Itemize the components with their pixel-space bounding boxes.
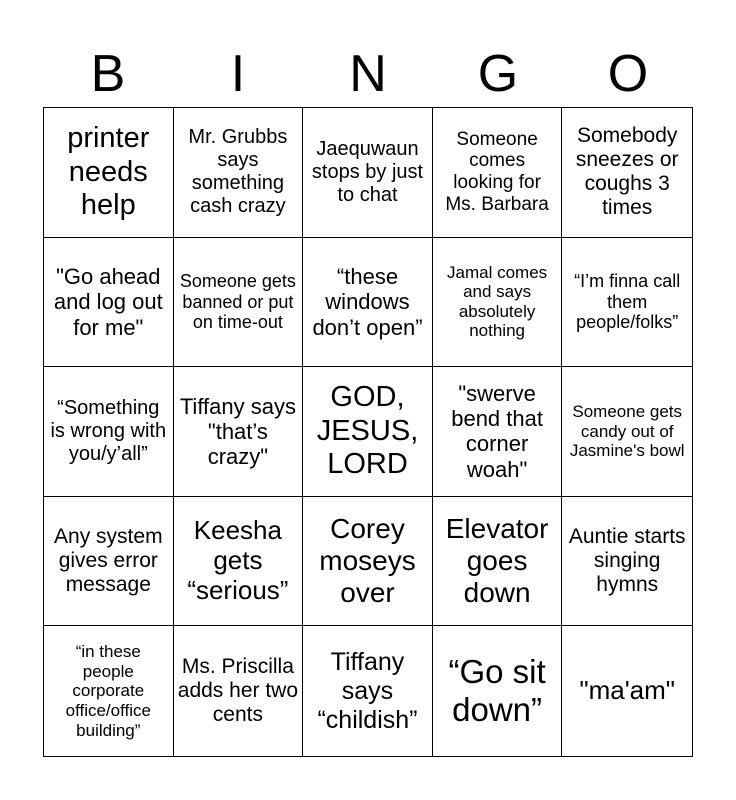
bingo-header bbox=[43, 42, 693, 106]
bingo-cell-text: Corey moseys over bbox=[319, 512, 416, 609]
bingo-cell-text: “Go sit down” bbox=[448, 653, 546, 729]
header-letter-n: N bbox=[349, 45, 387, 103]
bingo-cell[interactable] bbox=[303, 367, 433, 497]
bingo-cell[interactable] bbox=[433, 108, 563, 238]
bingo-cell-text: Tiffany says "that’s crazy" bbox=[179, 393, 296, 470]
bingo-cell-text: printer needs help bbox=[67, 122, 150, 221]
bingo-cell-text: Someone gets banned or put on time-out bbox=[179, 270, 296, 333]
bingo-cell-text: Keesha gets “serious” bbox=[187, 515, 289, 606]
bingo-cell-text: Jamal comes and says absolutely nothing bbox=[447, 262, 548, 341]
bingo-cell[interactable] bbox=[562, 497, 692, 627]
bingo-cell-text: Someone gets candy out of Jasmine's bowl bbox=[569, 402, 685, 461]
header-letter-b: B bbox=[90, 45, 126, 103]
header-letter-g: G bbox=[477, 45, 519, 103]
bingo-cell-text: GOD, JESUS, LORD bbox=[316, 381, 419, 481]
bingo-cell-text: “these windows don’t open” bbox=[312, 263, 423, 340]
bingo-cell[interactable] bbox=[303, 238, 433, 368]
bingo-cell[interactable] bbox=[562, 626, 692, 756]
bingo-cell[interactable] bbox=[562, 108, 692, 238]
bingo-cell[interactable] bbox=[44, 626, 174, 756]
bingo-cell-text: “I’m finna call them people/folks” bbox=[574, 270, 681, 333]
bingo-cell-text: Tiffany says “childish” bbox=[317, 648, 418, 734]
bingo-cell-text: “Something is wrong with you/y’all” bbox=[50, 396, 167, 465]
bingo-cell-text: "Go ahead and log out for me" bbox=[53, 263, 163, 340]
header-letter-o: O bbox=[607, 45, 649, 103]
bingo-cell-text: Ms. Priscilla adds her two cents bbox=[177, 654, 299, 727]
bingo-cell[interactable] bbox=[433, 626, 563, 756]
bingo-cell-text: “in these people corporate office/office building” bbox=[65, 642, 151, 740]
bingo-cell-text: "swerve bend that corner woah" bbox=[451, 380, 543, 482]
bingo-cell-text: Elevator goes down bbox=[445, 512, 549, 609]
bingo-cell[interactable] bbox=[303, 108, 433, 238]
bingo-cell-text: Any system gives error message bbox=[54, 524, 163, 597]
bingo-cell[interactable] bbox=[174, 497, 304, 627]
bingo-cell-text: Auntie starts singing hymns bbox=[568, 524, 686, 597]
bingo-cell[interactable] bbox=[303, 497, 433, 627]
bingo-cell-text: Mr. Grubbs says something cash crazy bbox=[188, 126, 288, 218]
bingo-cell[interactable] bbox=[562, 238, 692, 368]
bingo-cell[interactable] bbox=[562, 367, 692, 497]
bingo-cell-text: "ma'am" bbox=[579, 675, 676, 706]
bingo-cell[interactable] bbox=[44, 238, 174, 368]
bingo-cell[interactable] bbox=[433, 367, 563, 497]
bingo-cell[interactable] bbox=[44, 497, 174, 627]
bingo-cell[interactable] bbox=[174, 238, 304, 368]
bingo-cell[interactable] bbox=[433, 497, 563, 627]
bingo-cell[interactable] bbox=[44, 108, 174, 238]
bingo-cell[interactable] bbox=[433, 238, 563, 368]
bingo-cell[interactable] bbox=[303, 626, 433, 756]
bingo-cell-text: Someone comes looking for Ms. Barbara bbox=[445, 128, 549, 216]
bingo-cell-text: Jaequwaun stops by just to chat bbox=[311, 137, 424, 206]
bingo-card-grid bbox=[43, 107, 693, 757]
bingo-cell[interactable] bbox=[174, 626, 304, 756]
bingo-cell[interactable] bbox=[174, 108, 304, 238]
bingo-cell-text: Somebody sneezes or coughs 3 times bbox=[575, 124, 679, 220]
header-letter-i: I bbox=[230, 45, 246, 103]
bingo-cell[interactable] bbox=[174, 367, 304, 497]
bingo-cell[interactable] bbox=[44, 367, 174, 497]
